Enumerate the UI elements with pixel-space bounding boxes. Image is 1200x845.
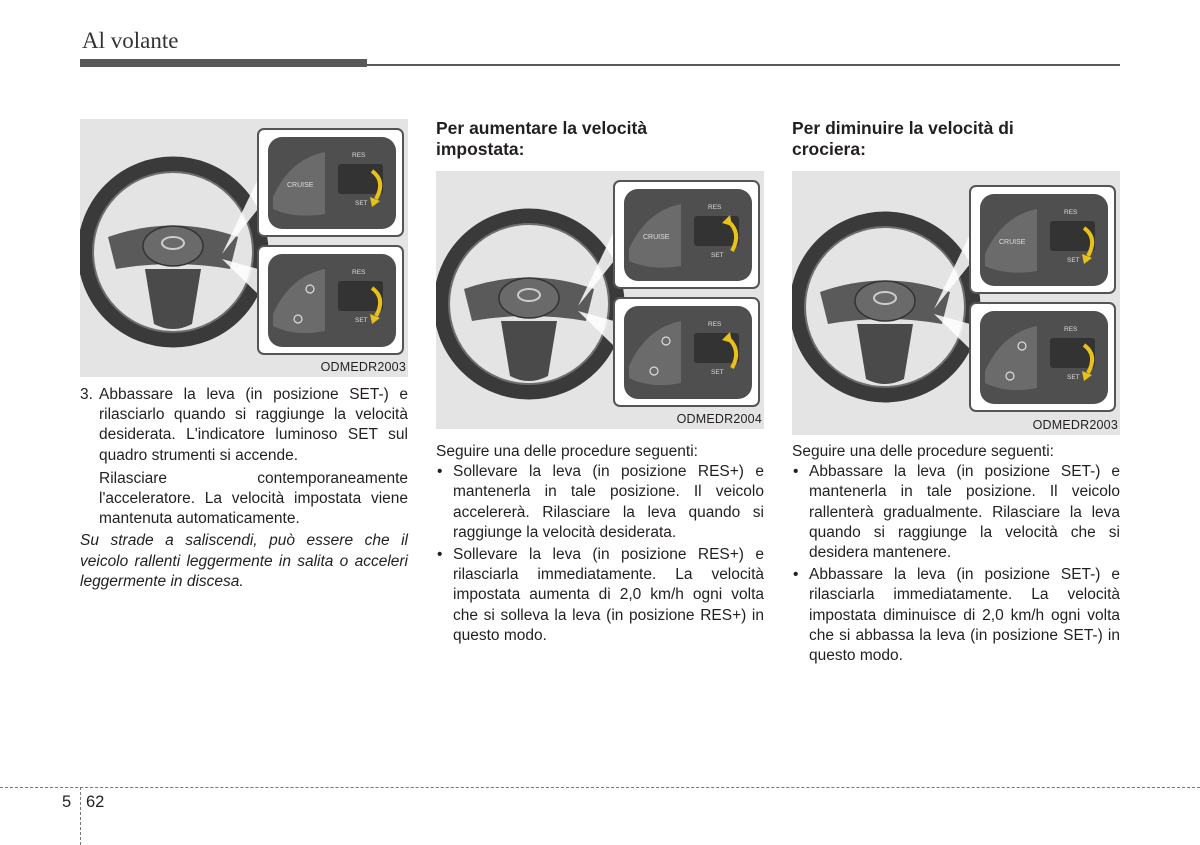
section-heading-decrease: Per diminuire la velocità di crociera:	[792, 118, 1014, 159]
list-item	[436, 462, 764, 543]
set-label: SET	[1067, 374, 1080, 381]
inset-switch-bottom	[970, 303, 1115, 411]
bullet-list	[792, 462, 1120, 666]
figure-code: ODMEDR2004	[676, 412, 762, 426]
chapter-number: 5	[62, 793, 72, 811]
column-1-text	[80, 385, 408, 592]
list-item-text: Abbassare la leva (in posizione SET-) e rilasciarla immediatamente. La velocità impostata diminuisce di 2,0 km/h ogni volta che si abbassa la leva (in posizione SET-) in questo modo.	[809, 566, 1120, 665]
list-item-text: Sollevare la leva (in posizione RES+) e rilasciarla immediatamente. La velocità impostata aumenta di 2,0 km/h ogni volta che si solleva la leva (in posizione RES+) in questo modo.	[453, 546, 764, 644]
set-label: SET	[711, 252, 724, 259]
section-heading-increase: Per aumentare la velocità impostata:	[436, 118, 648, 159]
list-item-text: Abbassare la leva (in posizione SET-) e mantenerla in tale posizione. Il veicolo rallenterà gradualmente. Rilasciare la leva quando si raggiunge la velocità che si desidera mantenere.	[809, 463, 1120, 562]
set-label: SET	[355, 317, 368, 324]
numbered-step	[80, 385, 408, 466]
figure-code: ODMEDR2003	[320, 360, 406, 374]
steering-wheel	[85, 164, 261, 340]
figure-steering-wheel-res	[436, 171, 764, 429]
column-2-text	[436, 442, 764, 648]
header-rule-thin	[367, 64, 1120, 66]
list-item	[436, 545, 764, 646]
steering-wheel-illustration	[80, 119, 408, 377]
set-label: SET	[1067, 257, 1080, 264]
set-label: SET	[711, 369, 724, 376]
step-text-continued: Rilasciare contemporaneamente l'acceleratore. La velocità impostata viene mantenuta automaticamente.	[99, 469, 408, 528]
bullet-list	[436, 462, 764, 646]
inset-switch-top	[258, 129, 403, 236]
page-number: 62	[86, 793, 105, 811]
intro-text: Seguire una delle procedure seguenti:	[792, 443, 1054, 460]
bullet-dot-icon: •	[437, 463, 443, 481]
cruise-label: CRUISE	[999, 239, 1026, 246]
page-header-title: Al volante	[82, 28, 179, 53]
italic-note: Su strade a saliscendi, può essere che il veicolo rallenti leggermente in salita o acceleri leggermente in discesa.	[80, 532, 408, 590]
inset-switch-bottom	[614, 298, 759, 406]
res-label: RES	[352, 269, 366, 276]
list-item-text: Sollevare la leva (in posizione RES+) e mantenerla in tale posizione. Il veicolo accelererà. Rilasciare la leva quando si raggiunge la velocità desiderata.	[453, 463, 764, 541]
column-3-text	[792, 442, 1120, 668]
bullet-dot-icon: •	[437, 546, 443, 564]
res-label: RES	[1064, 209, 1078, 216]
steering-wheel-illustration	[792, 171, 1120, 435]
step-text: Abbassare la leva (in posizione SET-) e rilasciarlo quando si raggiunge la velocità desiderata. L'indicatore luminoso SET sul quadro strumenti si accende.	[99, 386, 408, 464]
steering-wheel	[441, 216, 617, 392]
res-label: RES	[1064, 326, 1078, 333]
inset-switch-bottom	[258, 246, 403, 354]
res-label: RES	[708, 204, 722, 211]
res-label: RES	[708, 321, 722, 328]
figure-steering-wheel-set-down	[792, 171, 1120, 435]
footer-dashed-rule	[0, 787, 1200, 788]
cruise-label: CRUISE	[287, 182, 314, 189]
header-rule-thick	[80, 59, 367, 67]
footer-dashed-divider	[80, 787, 81, 845]
intro-text: Seguire una delle procedure seguenti:	[436, 443, 698, 460]
steering-wheel-illustration	[436, 171, 764, 429]
step-number: 3.	[80, 386, 93, 403]
inset-switch-top	[970, 186, 1115, 293]
set-label: SET	[355, 200, 368, 207]
list-item	[792, 565, 1120, 666]
inset-switch-top	[614, 181, 759, 288]
steering-wheel	[797, 219, 973, 395]
res-label: RES	[352, 152, 366, 159]
figure-steering-wheel-set	[80, 119, 408, 377]
bullet-dot-icon: •	[793, 566, 799, 584]
figure-code: ODMEDR2003	[1032, 418, 1118, 432]
cruise-label: CRUISE	[643, 234, 670, 241]
list-item	[792, 462, 1120, 563]
bullet-dot-icon: •	[793, 463, 799, 481]
